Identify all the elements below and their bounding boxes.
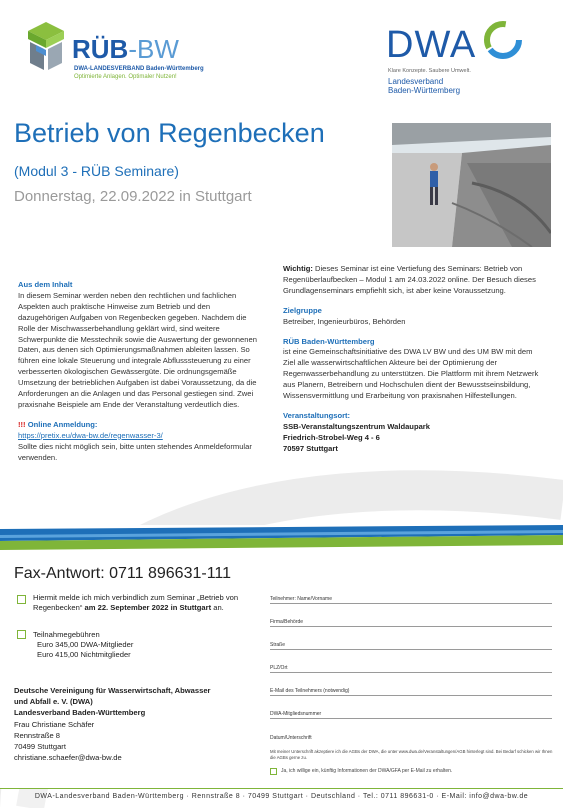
about-heading: Aus dem Inhalt: [18, 280, 73, 289]
terms-note: Mit meiner Unterschrift akzeptiere ich die AGBs der DWA, die unter www.dwa.de/Veranstaltungen/AGB hinterlegt sind. Bei Bedarf schicken wir Ihnen die AGBs gerne zu.: [270, 749, 553, 760]
right-column: [283, 264, 539, 455]
rub-logo-line1: DWA-LANDESVERBAND Baden-Württemberg: [74, 66, 204, 72]
company-field[interactable]: Firma/Behörde: [270, 605, 552, 627]
sender-address: Deutsche Vereinigung für Wasserwirtschaft, Abwasser und Abfall e. V. (DWA) Landesverband Baden-Württemberg Frau Christiane Schäfer Rennstraße 8 70499 Stuttgart christiane.schaefer@dwa-bw.de: [14, 686, 211, 763]
dwa-lv-line2: Baden-Württemberg: [388, 86, 461, 95]
rub-cube-icon: [26, 18, 66, 74]
rub-heading: RÜB Baden-Württemberg: [283, 336, 375, 346]
basin-photo: [392, 123, 551, 247]
venue-line: Friedrich-Strobel-Weg 4 - 6: [283, 432, 380, 442]
rub-bw-logo: [26, 14, 226, 86]
left-column: [18, 280, 258, 464]
about-text: In diesem Seminar werden neben den rechtlichen und fachlichen Aspekten auch praktische Hinweise zum Betrieb und den dazugehörigen Aufgaben von Regenbecken gegeben. Nachdem die Rolle der Mischwasserbehandlung geklärt wird, sind weitere Schwerpunkte die Messtechnik sowie die Auswertung der gewonnenen Daten, aus denen sich Optimierungsmaßnahmen ableiten lassen. So führen eine lokale Steuerung und integrale Abflusssteuerung zu einer verbesserten ökologischen Gewässergüte. Die ordnungsgemäße Umsetzung der betrieblichen Aufgaben ist dabei Voraussetzung, da die Anforderungen an die Anlagen und das Personal gestiegen sind. Zwei praxisnahe Beispiele am Ende der Veranstaltung verdeutlich dies.: [18, 290, 257, 409]
name-field[interactable]: Teilnehmer: Name/Vorname: [270, 582, 552, 604]
fees-text: Teilnahmegebühren Euro 345,00 DWA-Mitglieder Euro 415,00 Nichtmitglieder: [33, 630, 134, 659]
audience-text: Betreiber, Ingenieurbüros, Behörden: [283, 316, 406, 326]
page-title: Betrieb von Regenbecken: [14, 118, 325, 148]
rub-text: ist eine Gemeinschaftsinitiative des DWA LV BW und des UM BW mit dem Ziel alle wasserwirtschaftlichen Akteure bei der Optimierung der Regenwasserbehandlung zu unterstützen. Die Plattform mit ihrem Netzwerk aus Planern, Betreibern und Hochschulen dient der Bewusstseinsbildung, Wissensvermittlung und Erarbeitung von praxisnahen Hilfestellungen.: [283, 347, 539, 401]
email-field[interactable]: E-Mail des Teilnehmers (notwendig): [270, 674, 552, 696]
rub-wordmark: RÜB-BW: [72, 34, 179, 64]
audience-heading: Zielgruppe: [283, 305, 322, 315]
registration-checkbox[interactable]: [17, 595, 26, 604]
registration-link[interactable]: https://pretix.eu/dwa-bw.de/regenwasser-3/: [18, 430, 163, 440]
registration-option-text: Hiermit melde ich mich verbindlich zum Seminar „Betrieb von Regenbecken“ am 22. September 2022 in Stuttgart an.: [33, 593, 239, 612]
consent-text: Ja, ich willige ein, künftig Informationen der DWA/GFA per E-Mail zu erhalten.: [281, 768, 453, 774]
signature-field[interactable]: Datum/Unterschrift: [270, 735, 312, 741]
venue-line: SSB-Veranstaltungszentrum Waldaupark: [283, 421, 430, 431]
fax-title: Fax-Antwort: 0711 896631-111: [14, 565, 232, 582]
dwa-claim: Klare Konzepte. Saubere Umwelt.: [388, 68, 471, 74]
dwa-logo: [386, 14, 536, 100]
venue-heading: Veranstaltungsort:: [283, 410, 351, 420]
online-registration-heading: !!! Online Anmeldung:: [18, 419, 98, 429]
consent-checkbox[interactable]: [270, 768, 277, 775]
dwa-wordmark: DWA: [386, 24, 477, 66]
street-field[interactable]: Straße: [270, 628, 552, 650]
dwa-ring-icon: [481, 18, 525, 62]
member-number-field[interactable]: DWA-Mitgliedsnummer: [270, 697, 552, 719]
venue-line: 70597 Stuttgart: [283, 443, 338, 453]
dwa-lv-line1: Landesverband: [388, 77, 444, 86]
zip-city-field[interactable]: PLZ/Ort: [270, 651, 552, 673]
fees-checkbox[interactable]: [17, 630, 26, 639]
footer-address: DWA-Landesverband Baden-Württemberg · Rennstraße 8 · 70499 Stuttgart · Deutschland · Tel.: 0711 896631-0 · E-Mail: info@dwa-bw.de: [0, 788, 563, 808]
decorative-stripe-band: [0, 525, 563, 552]
rub-logo-line2: Optimierte Anlagen. Optimaler Nutzen!: [74, 74, 177, 80]
page-subtitle: (Modul 3 - RÜB Seminare): [14, 163, 179, 179]
important-note: Wichtig: Dieses Seminar ist eine Vertiefung des Seminars: Betrieb von Regenüberlaufbecken – Modul 1 am 24.03.2022 online. Der Besuch dieses Grundlagenseminars empfiehlt sich, ist aber keine Voraussetzung.: [283, 264, 536, 295]
event-date: Donnerstag, 22.09.2022 in Stuttgart: [14, 188, 252, 205]
registration-note: Sollte dies nicht möglich sein, bitte unten stehendes Anmeldeformular verwenden.: [18, 441, 252, 462]
